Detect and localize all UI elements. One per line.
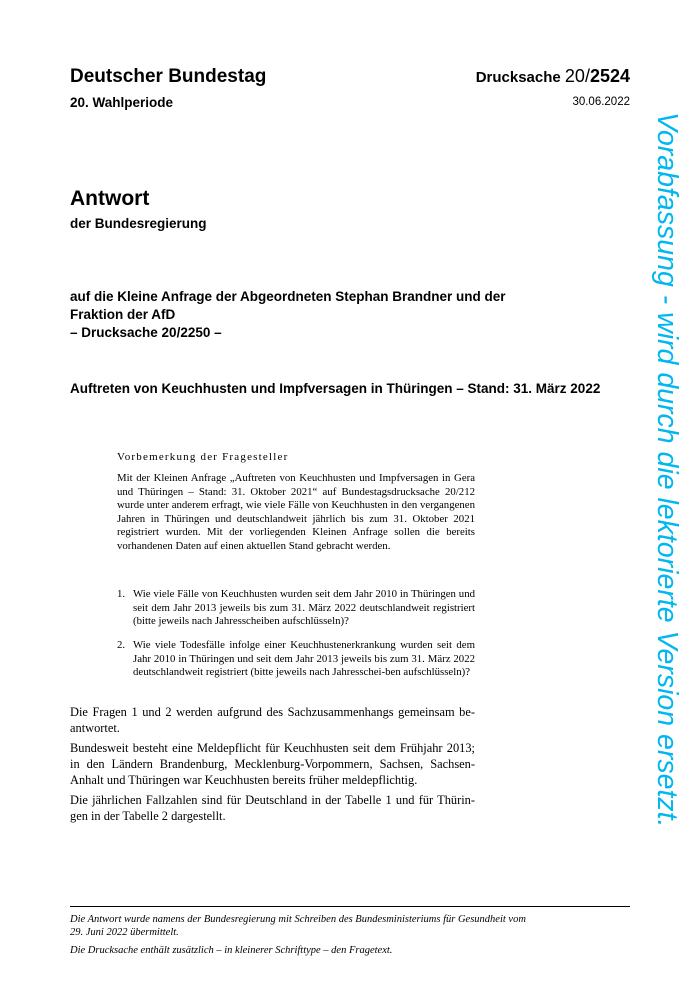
- anfrage-line: Fraktion der AfD: [70, 307, 176, 322]
- watermark-text: Vorabfassung - wird durch die lektorierte Version ersetzt.: [651, 112, 683, 828]
- topic-heading: Auftreten von Keuchhusten und Impfversagen in Thüringen – Stand: 31. März 2022: [70, 381, 601, 396]
- answer-paragraph: Die jährlichen Fallzahlen sind für Deutschland in der Tabelle 1 und für Thürin-gen in der Tabelle 2 dargestellt.: [70, 793, 475, 823]
- document-date: 30.06.2022: [572, 96, 630, 108]
- question-number: 1.: [117, 588, 126, 600]
- footnote: Die Drucksache enthält zusätzlich – in kleinerer Schrifttype – den Fragetext.: [70, 945, 393, 956]
- vorbemerkung-heading: Vorbemerkung der Fragesteller: [117, 451, 289, 463]
- answer-paragraph: Bundesweit besteht eine Meldepflicht für Keuchhusten seit dem Frühjahr 2013; in den Ländern Brandenburg, Mecklenburg-Vorpommern, Sachsen, Sachsen-Anhalt und Thüringen war Keuchhusten bereits früher meldepflichtig.: [70, 741, 475, 787]
- anfrage-line: auf die Kleine Anfrage der Abgeordneten Stephan Brandner und der: [70, 289, 506, 304]
- answer-paragraph: Die Fragen 1 und 2 werden aufgrund des Sachzusammenhangs gemeinsam be-antwortet.: [70, 705, 475, 735]
- footer-divider: [70, 906, 630, 907]
- question-item: [117, 588, 475, 629]
- question-text: Wie viele Todesfälle infolge einer Keuchhustenerkrankung wurden seit dem Jahr 2010 in Thüringen und seit dem Jahr 2013 jeweils bis zum 31. März 2022 deutschlandweit registriert (bitte jeweils nach Jahresschei-ben aufschlüsseln)?: [133, 639, 475, 679]
- drucksache-suffix: 2524: [589, 66, 630, 86]
- drucksache-number: [476, 66, 630, 87]
- question-text: Wie viele Fälle von Keuchhusten wurden seit dem Jahr 2010 in Thüringen und seit dem Jahr 2013 jeweils bis zum 31. März 2022 deutschlandweit registriert (bitte jeweils nach Jahresscheiben aufschlüsseln)?: [133, 588, 475, 628]
- institution-name: Deutscher Bundestag: [70, 66, 267, 87]
- document-author: der Bundesregierung: [70, 216, 207, 231]
- drucksache-label: Drucksache: [475, 69, 561, 86]
- drucksache-prefix: 20/: [564, 66, 590, 86]
- wahlperiode: 20. Wahlperiode: [70, 95, 174, 110]
- draft-watermark: [645, 112, 685, 882]
- document-type-title: Antwort: [70, 187, 150, 210]
- vorbemerkung-paragraph: Mit der Kleinen Anfrage „Auftreten von Keuchhusten und Impfversagen in Gera und Thüringen – Stand: 31. Oktober 2021“ auf Bundestagsdrucksache 20/212 wurde unter anderem erfragt, wie viele Fälle von Keuchhusten in den vergangenen Jahren in Thüringen und deutschlandweit jährlich bis zum 31. Oktober 2021 registriert wurden. Mit der vorliegenden Kleinen Anfrage sollen die bereits vorhandenen Daten auf einen aktuellen Stand gebracht werden.: [117, 472, 475, 552]
- question-number: 2.: [117, 639, 126, 651]
- anfrage-line: – Drucksache 20/2250 –: [70, 325, 222, 340]
- anfrage-reference: [70, 288, 540, 342]
- footnote: Die Antwort wurde namens der Bundesregierung mit Schreiben des Bundesministeriums für Gesundheit vom 29. Juni 2022 übermittelt.: [70, 914, 526, 938]
- question-item: [117, 639, 475, 680]
